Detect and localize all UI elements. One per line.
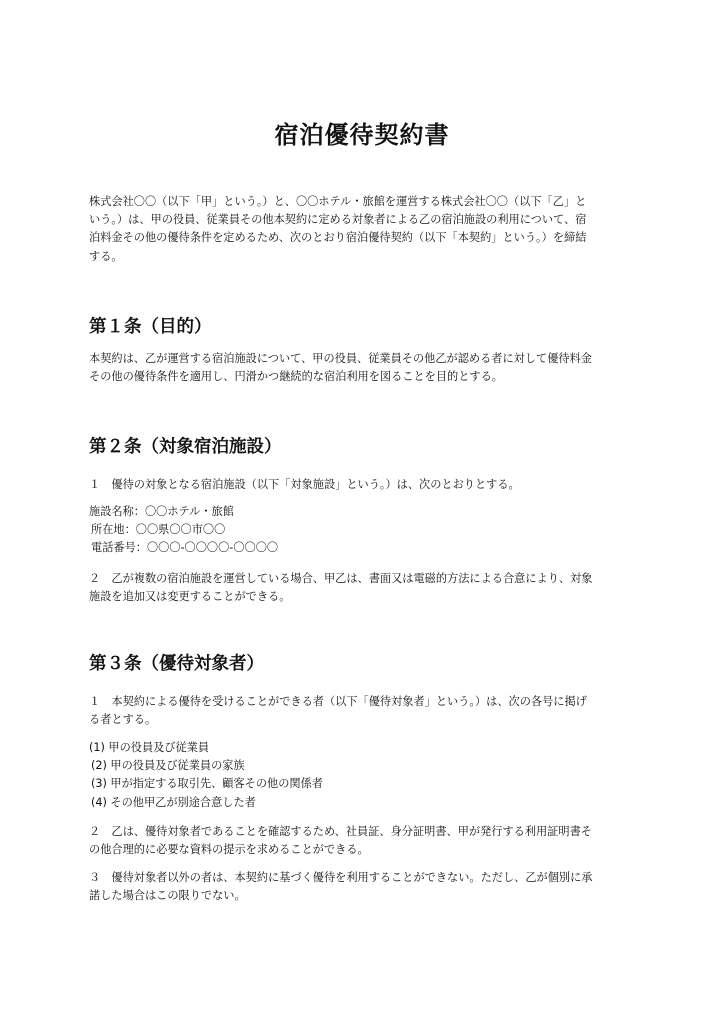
article-2-heading: 第２条（対象宿泊施設）	[89, 437, 282, 457]
document-title: 宿泊優待契約書	[274, 121, 450, 149]
facility-details	[89, 503, 637, 558]
article-1-line: 本契約は、乙が運営する宿泊施設について、甲の役員、従業員その他乙が認める者に対して優待料金	[89, 352, 592, 365]
article-2-para1-line: １ 優待の対象となる宿泊施設（以下「対象施設」という。）は、次のとおりとする。	[89, 478, 520, 491]
facility-phone: 電話番号：〇〇〇-〇〇〇〇-〇〇〇〇	[91, 541, 279, 555]
article-2-para2-line: ２ 乙が複数の宿泊施設を運営している場合、甲乙は、書面又は電磁的方法による合意により、対象	[89, 572, 593, 585]
article-1-body	[89, 350, 637, 386]
list-item: (3) 甲が指定する取引先、顧客その他の関係者	[91, 777, 323, 791]
preamble-line: 株式会社〇〇（以下「甲」という。）と、〇〇ホテル・旅館を運営する株式会社〇〇（以下「乙」と	[89, 195, 587, 208]
article-1-line: その他の優待条件を適用し、円滑かつ継続的な宿泊利用を図ることを目的とする。	[89, 370, 503, 384]
list-item: (4) その他甲乙が別途合意した者	[91, 795, 256, 809]
article-3-para3-line: ３ 優待対象者以外の者は、本契約に基づく優待を利用することができない。ただし、乙が個別に承	[89, 871, 593, 884]
article-3-paragraph-1	[89, 693, 637, 729]
article-3-para1-line: １ 本契約による優待を受けることができる者（以下「優待対象者」という。）は、次の各号に掲げ	[89, 695, 587, 708]
article-3-paragraph-2	[89, 823, 637, 859]
preamble-line: 泊料金その他の優待条件を定めるため、次のとおり宿泊優待契約（以下「本契約」という。）を締結	[89, 231, 587, 245]
article-3-para2-line: ２ 乙は、優待対象者であることを確認するため、社員証、身分証明書、甲が発行する利用証明書そ	[89, 825, 592, 838]
facility-name: 施設名称：〇〇ホテル・旅館	[89, 505, 234, 518]
preamble	[89, 193, 637, 266]
eligible-persons-list	[89, 739, 637, 812]
facility-address: 所在地：〇〇県〇〇市〇〇	[91, 523, 226, 537]
preamble-line: いう。）は、甲の役員、従業員その他本契約に定める対象者による乙の宿泊施設の利用について、宿	[89, 213, 587, 227]
article-3-para1-line: る者とする。	[89, 713, 157, 727]
article-3-paragraph-3	[89, 869, 637, 905]
preamble-line: する。	[89, 249, 123, 263]
article-2-paragraph-1	[89, 476, 637, 494]
article-2-para2-line: 施設を追加又は変更することができる。	[89, 590, 291, 604]
list-item: (2) 甲の役員及び従業員の家族	[91, 759, 245, 773]
article-1-heading: 第１条（目的）	[89, 317, 212, 337]
list-item: (1) 甲の役員及び従業員	[89, 741, 210, 754]
article-3-para3-line: 諾した場合はこの限りでない。	[89, 889, 246, 903]
article-3-heading: 第３条（優待対象者）	[89, 654, 264, 674]
article-3-para2-line: の他合理的に必要な資料の提示を求めることができる。	[89, 843, 369, 857]
article-2-paragraph-2	[89, 570, 637, 606]
